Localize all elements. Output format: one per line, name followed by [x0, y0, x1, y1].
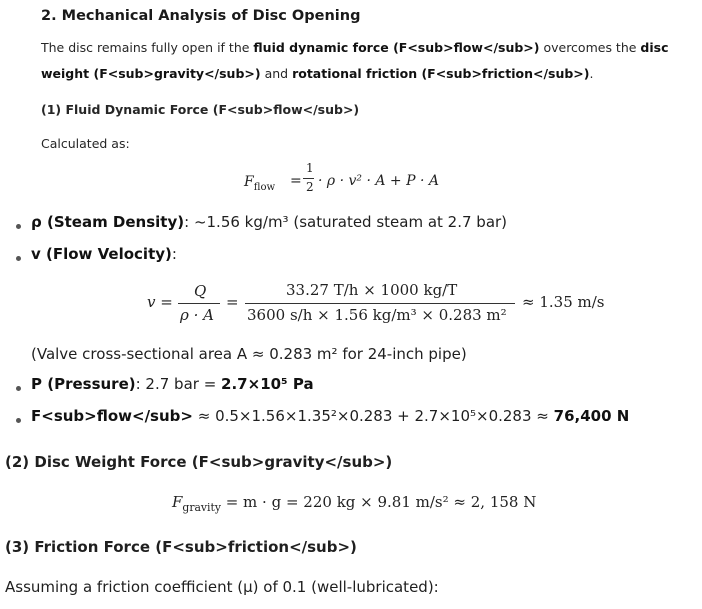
flow-velocity-item: v (Flow Velocity): — [31, 245, 177, 263]
pressure-item: P (Pressure): 2.7 bar = 2.7×10⁵ Pa — [31, 375, 314, 393]
section-title: 2. Mechanical Analysis of Disc Opening — [41, 8, 361, 24]
steam-density-item: ρ (Steam Density): ~1.56 kg/m³ (saturated steam at 2.7 bar) — [31, 213, 508, 231]
calculated-as-label: Calculated as: — [41, 136, 130, 151]
flow-force-result-item: F<sub>flow</sub> ≈ 0.5×1.56×1.35²×0.283 + 2.7×10⁵×0.283 ≈ 76,400 N — [31, 407, 630, 425]
friction-assumption: Assuming a friction coefficient (μ) of 0.1 (well-lubricated): — [5, 578, 439, 596]
disc-weight-title: (2) Disc Weight Force (F<sub>gravity</sub>) — [5, 453, 393, 471]
subsection-fluid-force-title: (1) Fluid Dynamic Force (F<sub>flow</sub>) — [41, 102, 360, 117]
area-note: (Valve cross-sectional area A ≈ 0.283 m² for 24-inch pipe) — [31, 345, 467, 363]
gravity-formula: $F_{gravity} = m \cdot g = 220$ kg × 9.81 m/s² ≈ 2, 158 N — [172, 493, 537, 514]
friction-force-title: (3) Friction Force (F<sub>friction</sub>) — [5, 538, 357, 556]
intro-paragraph: The disc remains fully open if the fluid dynamic force (F<sub>flow</sub>) overcomes the disc weight (F<sub>gravity</sub>) and rotational friction (F<sub>friction</sub>). — [41, 40, 669, 81]
